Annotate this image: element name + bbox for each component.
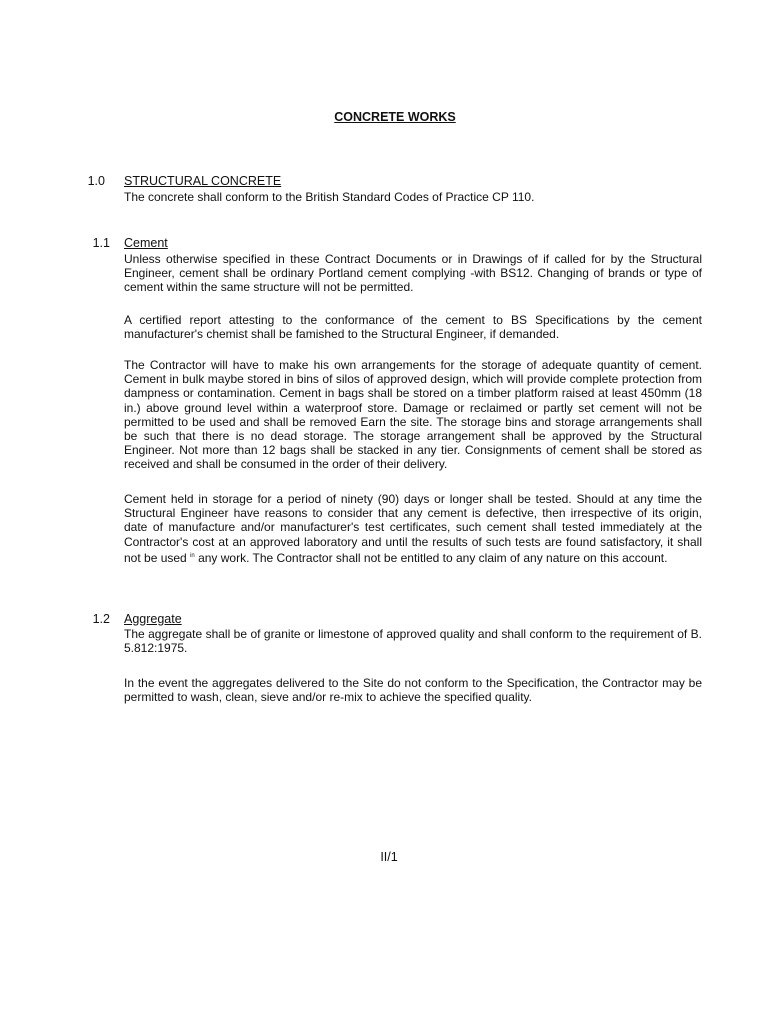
section-number-1-2: 1.2 (92, 612, 110, 626)
cement-paragraph-3: The Contractor will have to make his own arrangements for the storage of adequate quantity of cement. Cement in bulk maybe stored in bins of silos of approved design, which will provide complete protection from dampness or contamination. Cement in bags shall be stored on a timber platform raised at least 450mm (18 in.) above ground level within a waterproof store. Damage or reclaimed or partly set cement will not be permitted to be used and shall be removed Earn the site. The storage bins and storage arrangements shall be such that there is no dead storage. The storage arrangement shall be approved by the Structural Engineer. Not more than 12 bags shall be stacked in any tier. Consignments of cement shall be stored as received and shall be consumed in the order of their delivery. (124, 358, 702, 472)
cement-paragraph-1: Unless otherwise specified in these Contract Documents or in Drawings of if called for by the Structural Engineer, cement shall be ordinary Portland cement complying -with BS12. Changing of brands or type of cement within the same structure will not be permitted. (124, 252, 702, 295)
aggregate-paragraph-1: The aggregate shall be of granite or limestone of approved quality and shall conform to the requirement of B. 5.812:1975. (124, 627, 702, 656)
cement-paragraph-4-superscript: in (190, 552, 195, 559)
section-heading-aggregate: Aggregate (124, 612, 182, 626)
aggregate-paragraph-2: In the event the aggregates delivered to the Site do not conform to the Specification, the Contractor may be permitted to wash, clean, sieve and/or re-mix to achieve the specified quality. (124, 676, 702, 705)
cement-paragraph-4 (124, 492, 702, 565)
section-heading-cement: Cement (124, 236, 168, 250)
section-1-0-text: The concrete shall conform to the British Standard Codes of Practice CP 110. (124, 190, 535, 204)
cement-paragraph-4-text-b: any work. The Contractor shall not be entitled to any claim of any nature on this account. (194, 550, 668, 565)
section-heading-structural-concrete: STRUCTURAL CONCRETE (124, 174, 282, 188)
section-number-1-0: 1.0 (87, 174, 105, 188)
cement-paragraph-2: A certified report attesting to the conformance of the cement to BS Specifications by the cement manufacturer's chemist shall be famished to the Structural Engineer, if demanded. (124, 313, 702, 342)
page-number: II/1 (380, 850, 398, 864)
cement-paragraph-4-text-a: Cement held in storage for a period of ninety (90) days or longer shall be tested. Should at any time the Structural Engineer have reasons to consider that any cement is defective, then irrespective of its origin, date of manufacture and/or manufacturer's test certificates, such cement shall tested immediately at the Contractor's cost at an approved laboratory and until the results of such tests are found satisfactory, it shall not be used (124, 492, 702, 565)
document-title: CONCRETE WORKS (334, 110, 456, 124)
section-number-1-1: 1.1 (92, 236, 110, 250)
